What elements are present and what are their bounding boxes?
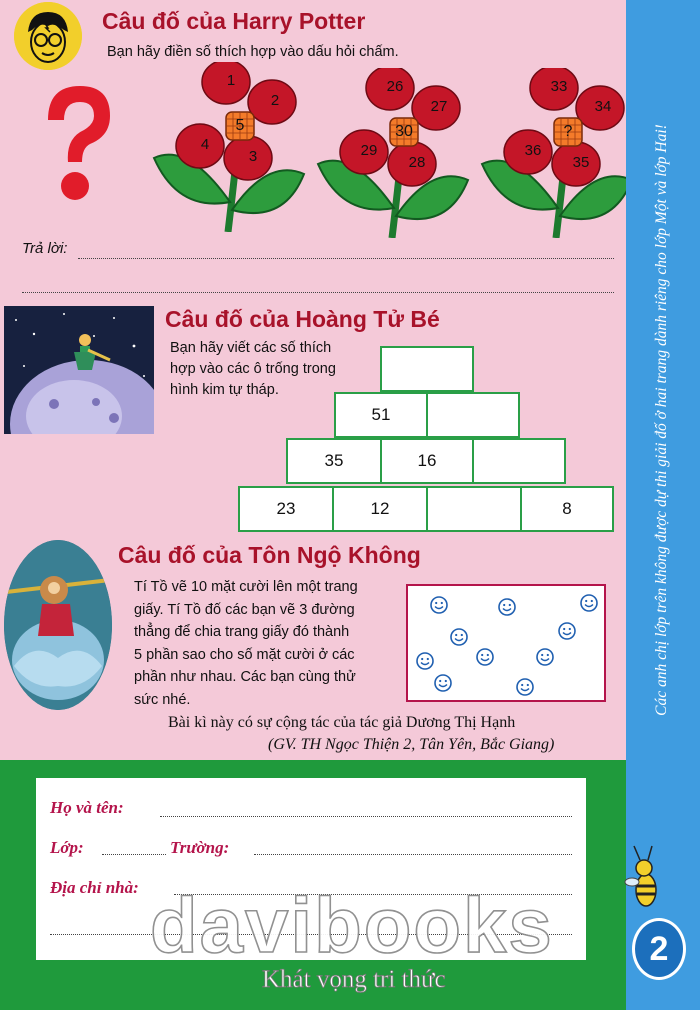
- question-mark-icon: [38, 80, 118, 210]
- flower-center-number: 5: [235, 117, 245, 134]
- petal-number: 1: [226, 72, 236, 89]
- pyramid-cell[interactable]: 12: [332, 486, 428, 532]
- answer-label: Trả lời:: [22, 240, 68, 257]
- name-label: Họ và tên:: [50, 798, 124, 817]
- harry-potter-avatar: [14, 2, 82, 70]
- flower-center-number: ?: [563, 123, 573, 140]
- prince-instruction-line-2: hợp vào các ô trống trong: [170, 361, 336, 377]
- prince-instruction-line-1: Bạn hãy viết các số thích: [170, 340, 332, 356]
- wukong-text: [134, 576, 400, 711]
- smiley-face-icon: [450, 628, 468, 646]
- petal-number: 29: [360, 142, 378, 159]
- smiley-face-icon: [516, 678, 534, 696]
- class-label: Lớp:: [50, 838, 84, 857]
- harry-title: Câu đố của Harry Potter: [102, 8, 366, 34]
- flower-center-number: 30: [395, 123, 413, 140]
- flower-puzzle: [476, 68, 636, 238]
- address-label: Địa chỉ nhà:: [50, 878, 139, 897]
- smiley-face-icon: [580, 594, 598, 612]
- pyramid-cell[interactable]: [380, 346, 474, 392]
- page-number: 2: [649, 929, 669, 968]
- watermark: davibooks: [150, 881, 554, 969]
- credit-line-1: Bài kì này có sự cộng tác của tác giả Dương Thị Hạnh: [168, 714, 516, 731]
- pyramid-cell[interactable]: [426, 486, 522, 532]
- smiley-face-icon: [434, 674, 452, 692]
- pyramid-cell[interactable]: [472, 438, 566, 484]
- petal-number: 36: [524, 142, 542, 159]
- smiley-face-icon: [430, 596, 448, 614]
- flower-puzzle: [312, 68, 472, 238]
- petal-number: 27: [430, 98, 448, 115]
- petal-number: 3: [248, 148, 258, 165]
- wukong-text-line-2: giấy. Tí Tồ đố các bạn vẽ 3 đường: [134, 601, 355, 618]
- side-note: [642, 0, 682, 840]
- pyramid-cell[interactable]: 16: [380, 438, 474, 484]
- class-field[interactable]: [102, 854, 166, 855]
- petal-number: 33: [550, 78, 568, 95]
- pyramid-cell[interactable]: 23: [238, 486, 334, 532]
- petal-number: 28: [408, 154, 426, 171]
- pyramid-cell[interactable]: [426, 392, 520, 438]
- wukong-text-line-4: 5 phần sao cho số mặt cười ở các: [134, 646, 355, 663]
- petal-number: 4: [200, 136, 210, 153]
- harry-instruction: Bạn hãy điền số thích hợp vào dấu hỏi chấm.: [107, 44, 399, 60]
- side-note-text: Các anh chị lớp trên không được dự thi giải đố ở hai trang dành riêng cho lớp Một và lớp Hai!: [653, 124, 670, 716]
- answer-line-2[interactable]: [22, 292, 614, 293]
- pyramid-cell-label: 35: [324, 451, 344, 470]
- petal-number: 34: [594, 98, 612, 115]
- prince-instruction-line-3: hình kim tự tháp.: [170, 382, 279, 398]
- petal-number: 2: [270, 92, 280, 109]
- answer-line-1[interactable]: [78, 258, 614, 259]
- smiley-face-icon: [416, 652, 434, 670]
- wukong-text-line-5: phần như nhau. Các bạn cùng thử: [134, 669, 356, 685]
- sun-wukong-image: [4, 540, 112, 710]
- little-prince-image: [4, 306, 154, 434]
- prince-instruction: [170, 338, 340, 401]
- bee-mascot-icon: [624, 842, 664, 914]
- wukong-title: Câu đố của Tôn Ngộ Không: [118, 542, 421, 568]
- petal-number: 35: [572, 154, 590, 171]
- name-field[interactable]: [160, 816, 572, 817]
- school-field[interactable]: [254, 854, 572, 855]
- harry-answer-row: [22, 240, 622, 260]
- smiley-face-icon: [498, 598, 516, 616]
- wukong-text-line-6: sức nhé.: [134, 691, 191, 708]
- wukong-text-line-3: thẳng để chia trang giấy đó thành: [134, 624, 350, 640]
- pyramid-cell[interactable]: 8: [520, 486, 614, 532]
- wukong-text-line-1: Tí Tồ vẽ 10 mặt cười lên một trang: [134, 579, 358, 595]
- prince-title: Câu đố của Hoàng Tử Bé: [165, 306, 440, 332]
- smiley-face-icon: [476, 648, 494, 666]
- pyramid-cell[interactable]: 51: [334, 392, 428, 438]
- smiley-face-icon: [536, 648, 554, 666]
- slogan: Khát vọng tri thức: [262, 966, 446, 993]
- school-label: Trường:: [170, 838, 230, 857]
- smiley-drawing-box[interactable]: [406, 584, 606, 702]
- page-number-badge: [632, 918, 686, 980]
- flower-puzzle: [148, 62, 308, 232]
- smiley-face-icon: [558, 622, 576, 640]
- credit-line-2: (GV. TH Ngọc Thiện 2, Tân Yên, Bắc Giang): [268, 736, 555, 753]
- petal-number: 26: [386, 78, 404, 95]
